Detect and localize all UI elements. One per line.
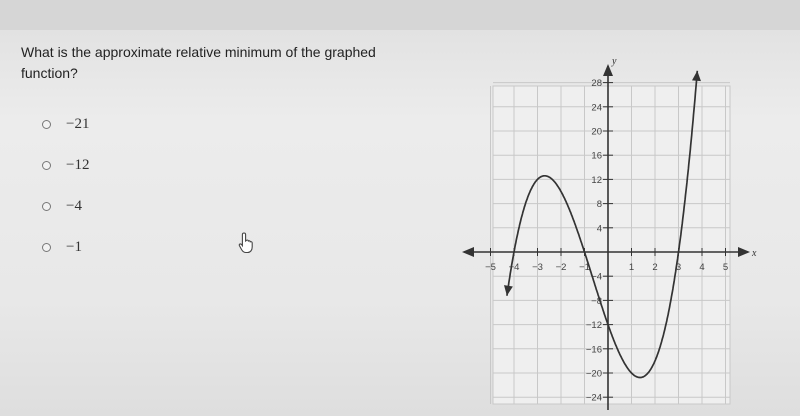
y-tick-label: 24 bbox=[591, 102, 602, 114]
x-tick-label: −1 bbox=[579, 262, 590, 273]
x-tick-label: 2 bbox=[652, 262, 658, 273]
answer-choice-label: −4 bbox=[66, 198, 82, 214]
question-text: What is the approximate relative minimum of the graphed function? bbox=[21, 44, 376, 81]
x-tick-label: 1 bbox=[628, 262, 635, 273]
x-axis-arrow-right-icon bbox=[738, 247, 750, 257]
x-tick-label: −2 bbox=[555, 262, 567, 273]
x-axis-arrow-left-icon bbox=[462, 247, 474, 257]
x-tick-label: 5 bbox=[722, 262, 729, 273]
y-axis-label: y bbox=[612, 56, 617, 67]
x-tick-label: 4 bbox=[699, 262, 705, 273]
x-tick-label: 3 bbox=[675, 262, 682, 273]
x-tick-label: −3 bbox=[532, 262, 543, 273]
y-tick-label: −20 bbox=[585, 368, 602, 380]
y-tick-label: −8 bbox=[591, 295, 602, 307]
y-tick-label: 16 bbox=[591, 150, 602, 162]
y-tick-label: −12 bbox=[585, 320, 602, 332]
y-tick-label: 8 bbox=[596, 199, 602, 211]
y-tick-label: −4 bbox=[591, 271, 602, 283]
x-tick-label: −5 bbox=[485, 262, 496, 273]
curve-arrow-up-icon bbox=[692, 71, 701, 81]
grid-background bbox=[493, 86, 730, 404]
y-tick-label: 20 bbox=[591, 126, 602, 138]
answer-choice-label: −12 bbox=[66, 157, 90, 173]
y-tick-label: 4 bbox=[596, 223, 602, 235]
y-tick-label: −24 bbox=[585, 392, 602, 404]
answer-choice-label: −1 bbox=[66, 239, 82, 255]
y-tick-label: 12 bbox=[591, 174, 602, 186]
answer-choice-label: −21 bbox=[66, 116, 90, 132]
y-tick-label: −16 bbox=[585, 344, 602, 356]
y-tick-label: 28 bbox=[591, 78, 602, 90]
x-tick-label: −4 bbox=[508, 262, 520, 273]
x-axis-label: x bbox=[752, 248, 757, 259]
